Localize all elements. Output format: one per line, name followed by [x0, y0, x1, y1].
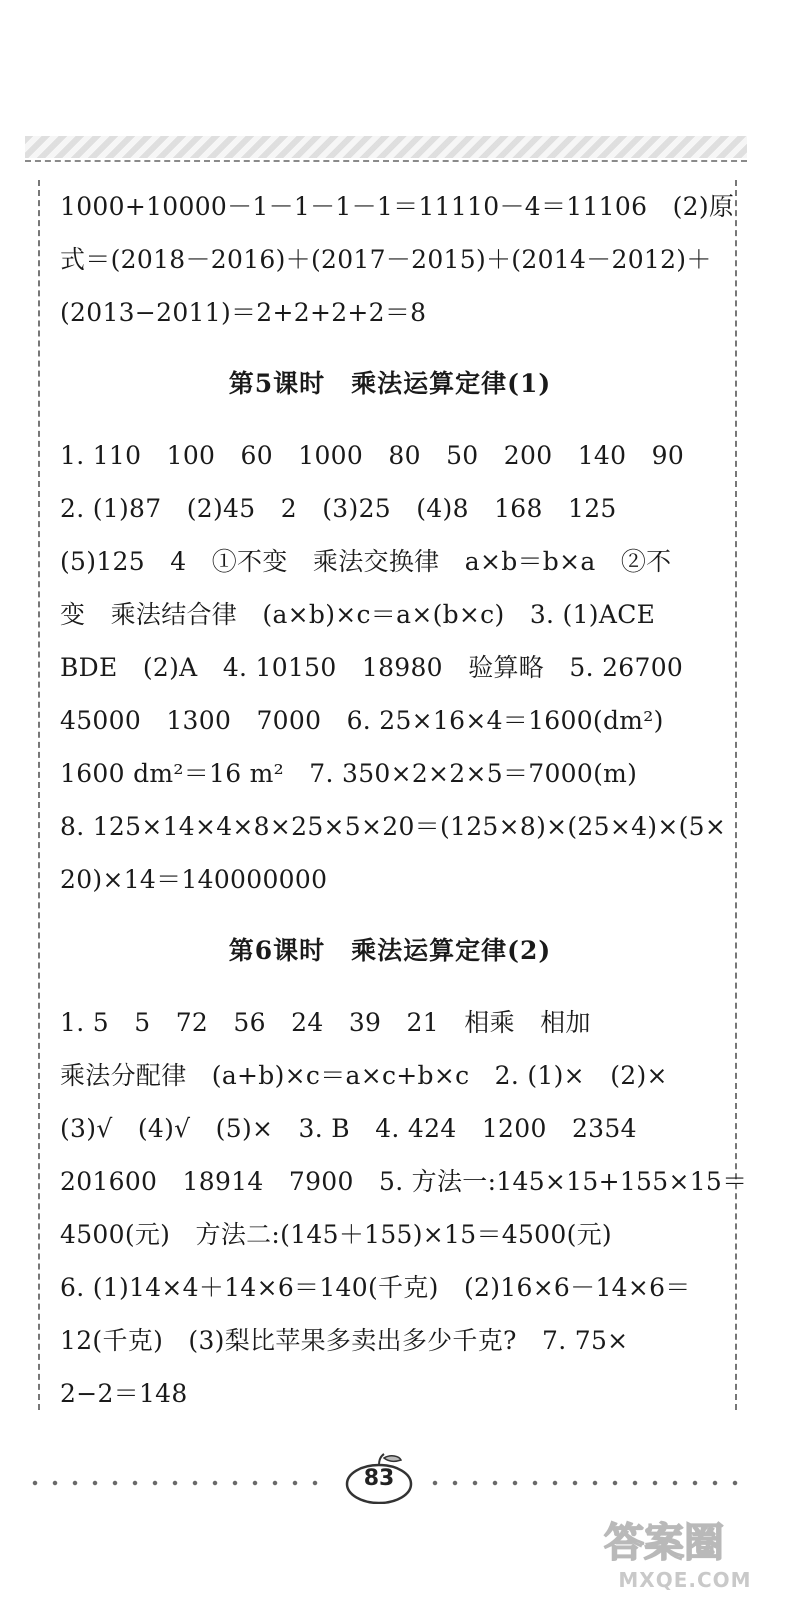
- text-line: 20)×14＝140000000: [60, 865, 328, 894]
- text-line: 2. (1)87 (2)45 2 (3)25 (4)8 168 125: [60, 494, 617, 523]
- answer-content: [60, 180, 748, 1420]
- continuation-block: [60, 180, 735, 339]
- text-line: 4500(元) 方法二:(145＋155)×15＝4500(元): [60, 1220, 612, 1249]
- text-line: 6. (1)14×4＋14×6＝140(千克) (2)16×6－14×6＝: [60, 1273, 691, 1302]
- svg-text:答案圈: 答案圈: [604, 1520, 724, 1566]
- left-margin-rule: [38, 180, 40, 1410]
- text-line: 8. 125×14×4×8×25×5×20＝(125×8)×(25×4)×(5×: [60, 812, 727, 841]
- text-line: 1. 5 5 72 56 24 39 21 相乘 相加: [60, 1008, 591, 1037]
- section-6-title: 第6课时 乘法运算定律(2): [228, 936, 552, 965]
- text-line: 1000+10000－1－1－1－1＝11110－4＝11106 (2)原: [60, 192, 735, 221]
- text-line: 12(千克) (3)梨比苹果多卖出多少千克? 7. 75×: [60, 1326, 629, 1355]
- section-5-body: [60, 429, 727, 906]
- text-line: 1. 110 100 60 1000 80 50 200 140 90: [60, 441, 685, 470]
- watermark-site: MXQE.COM: [618, 1568, 752, 1592]
- header-hatched-band: [25, 136, 747, 158]
- page-footer: [25, 1452, 747, 1512]
- text-line: 乘法分配律 (a+b)×c＝a×c+b×c 2. (1)× (2)×: [60, 1061, 668, 1090]
- watermark: [600, 1510, 780, 1590]
- header-dashed-rule: [25, 160, 747, 162]
- text-line: 201600 18914 7900 5. 方法一:145×15+155×15＝: [60, 1167, 748, 1196]
- text-line: (5)125 4 ①不变 乘法交换律 a×b＝b×a ②不: [60, 547, 672, 576]
- right-margin-rule: [735, 180, 737, 1410]
- watermark-logo: [600, 1510, 770, 1570]
- text-line: (3)√ (4)√ (5)× 3. B 4. 424 1200 2354: [60, 1114, 637, 1143]
- text-line: 1600 dm²＝16 m² 7. 350×2×2×5＝7000(m): [60, 759, 638, 788]
- text-line: 变 乘法结合律 (a×b)×c＝a×(b×c) 3. (1)ACE: [60, 600, 656, 629]
- text-line: 2−2＝148: [60, 1379, 188, 1408]
- section-5-title: 第5课时 乘法运算定律(1): [228, 369, 552, 398]
- text-line: 式＝(2018－2016)＋(2017－2015)＋(2014－2012)＋: [60, 245, 712, 274]
- footer-dots-right: [425, 1478, 747, 1488]
- text-line: (2013−2011)＝2+2+2+2＝8: [60, 298, 427, 327]
- text-line: BDE (2)A 4. 10150 18980 验算略 5. 26700: [60, 653, 684, 682]
- page-number: 83: [363, 1466, 395, 1491]
- page-number-badge: [343, 1452, 415, 1504]
- footer-dots-left: [25, 1478, 325, 1488]
- text-line: 45000 1300 7000 6. 25×16×4＝1600(dm²): [60, 706, 664, 735]
- section-6-body: [60, 996, 748, 1420]
